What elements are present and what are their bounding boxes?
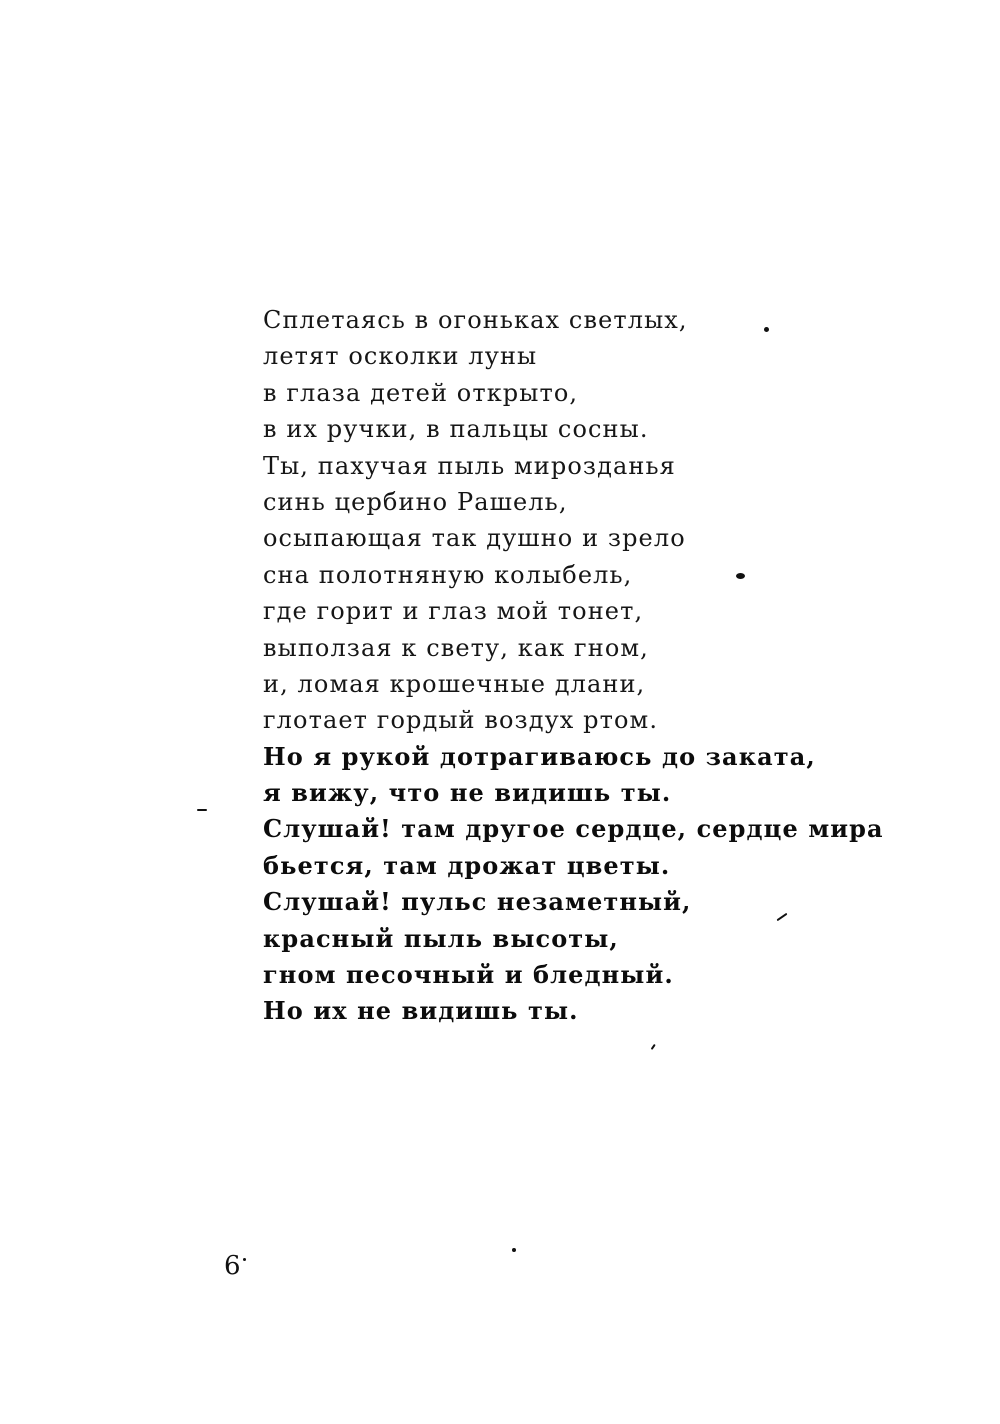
poem-line: Слушай! пульс незаметный, <box>263 887 692 917</box>
ink-speck <box>736 573 745 579</box>
poem-text <box>263 302 883 1030</box>
poem-line: сна полотняную колыбель, <box>263 560 633 589</box>
poem-line: я вижу, что не видишь ты. <box>263 778 672 808</box>
poem-line: Слушай! там другое сердце, сердце мира <box>263 814 884 844</box>
poem-line: Сплетаясь в огоньках светлых, <box>263 306 688 334</box>
ink-speck <box>651 1044 656 1050</box>
poem-line: в их ручки, в пальцы сосны. <box>263 415 649 444</box>
poem-line: где горит и глаз мой тонет, <box>263 597 644 626</box>
page-number: 6 <box>224 1251 241 1281</box>
poem-line: Но я рукой дотрагиваюсь до заката, <box>263 741 816 771</box>
ink-speck <box>197 809 207 811</box>
poem-line: выползая к свету, как гном, <box>263 633 649 662</box>
poem-line: летят осколки луны <box>263 342 538 371</box>
poem-line: Ты, пахучая пыль мирозданья <box>263 451 676 480</box>
poem-line: бьется, там дрожат цветы. <box>263 850 671 880</box>
poem-line: осыпающая так душно и зрело <box>263 524 686 553</box>
ink-speck <box>764 327 769 332</box>
poem-line: синь цербино Рашель, <box>263 487 568 516</box>
ink-speck <box>243 1258 246 1261</box>
ink-speck <box>512 1248 516 1252</box>
poem-line: Но их не видишь ты. <box>263 996 579 1026</box>
poem-line: гном песочный и бледный. <box>263 960 674 990</box>
poem-line: и, ломая крошечные длани, <box>263 669 646 698</box>
poem-line: в глаза детей открыто, <box>263 378 579 407</box>
poem-line: красный пыль высоты, <box>263 923 619 953</box>
poem-line: глотает гордый воздух ртом. <box>263 706 659 735</box>
